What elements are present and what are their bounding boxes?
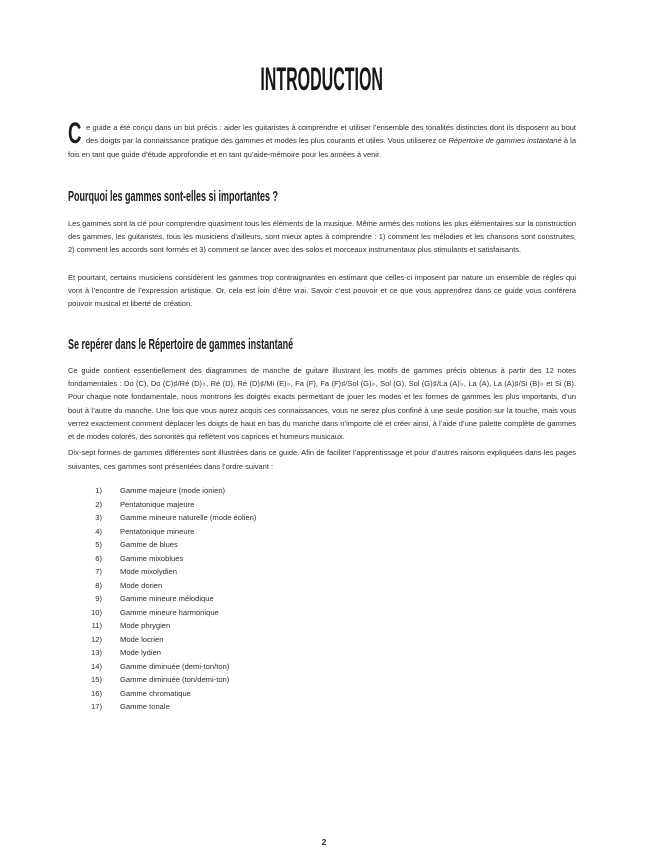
scale-forms-list — [68, 484, 576, 714]
repertoire-paragraph-2: Dix-sept formes de gammes différentes sont illustrées dans ce guide. Afin de faciliter l’apprentissage et pour d’autres raisons expliquées dans les pages suivantes, ces gammes sont présentées dans l’ordre suivant : — [68, 448, 576, 471]
list-item-number: 11) — [91, 621, 102, 631]
list-item-label: Gamme diminuée (demi-ton/ton) — [120, 661, 230, 671]
list-item-number: 16) — [91, 688, 102, 698]
list-item-number: 8) — [95, 580, 102, 590]
page-number: 2 — [321, 837, 327, 847]
page-title-text: INTRODUCTION — [260, 61, 384, 97]
list-item-label: Gamme majeure (mode ionien) — [120, 486, 226, 496]
list-item-label: Pentatonique majeure — [120, 499, 195, 509]
book-title-italic: Répertoire de gammes instantané — [448, 136, 562, 146]
list-item-label: Gamme mixoblues — [120, 553, 184, 563]
list-item-label: Gamme mineure naturelle (mode éolien) — [120, 513, 257, 523]
list-item — [68, 687, 576, 701]
list-item-label: Mode mixolydien — [120, 567, 177, 577]
list-item — [68, 498, 576, 512]
list-item-number: 13) — [91, 648, 102, 658]
intro-text-before: e guide a été conçu dans un but précis : aider les guitaristes à comprendre et utiliser l’ensemble des tonalités distinctes dont ils disposent au bout des doigts par la connaissance pratique des gammes et modes les plus courants et utiles. Vous utiliserez ce — [86, 123, 576, 146]
heading-why-scales-important — [68, 189, 576, 204]
list-item — [68, 592, 576, 606]
list-item-number: 10) — [91, 607, 102, 617]
why-scales-paragraph-2: Et pourtant, certains musiciens considèrent les gammes trop contraignantes en estimant que celles-ci imposent par nature un ensemble de règles qui vont à l’encontre de l’expression artistique. Or, cela est loin d’être vrai. Savoir c’est pouvoir et ce que vous apprendrez dans ce guide vous conférera pouvoir musical et liberté de création. — [68, 272, 576, 309]
why-scales-paragraph-1: Les gammes sont la clé pour comprendre quasiment tous les éléments de la musique. Même armés des notions les plus élémentaires sur la construction des gammes, les guitaristes, tous les musiciens d’ailleurs, sont mieux aptes à comprendre : 1) comment les mélodies et les chansons sont construites, 2) comment les accords sont formés et 3) comment se lancer avec des solos et morceaux instrumentaux plus stimulants et satisfaisants. — [68, 218, 576, 255]
list-item — [68, 552, 576, 566]
list-item-number: 14) — [91, 661, 102, 671]
heading-navigating-repertoire — [68, 337, 576, 352]
list-item-label: Gamme mineure mélodique — [120, 594, 214, 604]
list-item-number: 7) — [95, 567, 102, 577]
drop-cap: C — [68, 117, 82, 150]
list-item-label: Gamme chromatique — [120, 688, 191, 698]
list-item — [68, 538, 576, 552]
list-item — [68, 673, 576, 687]
list-item — [68, 606, 576, 620]
list-item-number: 6) — [95, 553, 102, 563]
list-item-number: 12) — [91, 634, 102, 644]
list-item — [68, 660, 576, 674]
list-item — [68, 633, 576, 647]
list-item-number: 5) — [95, 540, 102, 550]
list-item-label: Mode dorien — [120, 580, 163, 590]
list-item-number: 15) — [91, 675, 102, 685]
list-item — [68, 619, 576, 633]
heading-why-scales-important-text: Pourquoi les gammes sont-elles si importantes ? — [68, 187, 279, 205]
list-item — [68, 579, 576, 593]
list-item-number: 2) — [95, 499, 102, 509]
list-item-label: Mode lydien — [120, 648, 161, 658]
list-item — [68, 646, 576, 660]
list-item-number: 17) — [91, 702, 102, 712]
list-item-label: Mode phrygien — [120, 621, 171, 631]
list-item-label: Pentatonique mineure — [120, 526, 195, 536]
intro-paragraph — [68, 117, 576, 161]
list-item-label: Mode locrien — [120, 634, 164, 644]
page-title — [68, 61, 576, 97]
page-content — [68, 0, 576, 714]
list-item — [68, 484, 576, 498]
list-item — [68, 700, 576, 714]
repertoire-paragraph-1: Ce guide contient essentiellement des diagrammes de manche de guitare illustrant les motifs de gammes précis obtenus à partir des 12 notes fondamentales : Do (C), Do (C)♯/Ré (D)♭, Ré (D), Ré (D)♯/Mi (E)♭, Fa (F), Fa (F)♯/Sol (G)♭, Sol (G), Sol (G)♯/La (A)♭, La (A), La (A)♯/Si (B)♭ et Si (B). Pour chaque note fondamentale, nous montrons les doigtés exacts permettant de jouer les modes et les formes de gammes les plus importants, d’un bout à l’autre du manche. Une fois que vous aurez acquis ces connaissances, vous ne serez plus confiné à une seule position sur la touche, mais vous verrez exactement comment déplacer les doigts de haut en bas du manche dans n’importe clé et créer ainsi, à l’aide d’une palette complète de gammes et de modes colorés, des sonorités qui reflètent vos caprices et humeurs musicaux. — [68, 365, 576, 442]
list-item — [68, 525, 576, 539]
list-item-number: 1) — [95, 486, 102, 496]
list-item-number: 3) — [95, 513, 102, 523]
list-item-number: 9) — [95, 594, 102, 604]
list-item — [68, 511, 576, 525]
list-item-label: Gamme mineure harmonique — [120, 607, 219, 617]
list-item-label: Gamme de blues — [120, 540, 178, 550]
list-item-label: Gamme diminuée (ton/demi-ton) — [120, 675, 230, 685]
heading-navigating-repertoire-text: Se repérer dans le Répertoire de gammes instantané — [68, 335, 294, 353]
list-item-label: Gamme tonale — [120, 702, 170, 712]
list-item — [68, 565, 576, 579]
list-item-number: 4) — [95, 526, 102, 536]
intro-text-after: à la fois en tant que guide d’étude approfondie et en tant qu’aide-mémoire pour les années à venir. — [68, 136, 576, 159]
